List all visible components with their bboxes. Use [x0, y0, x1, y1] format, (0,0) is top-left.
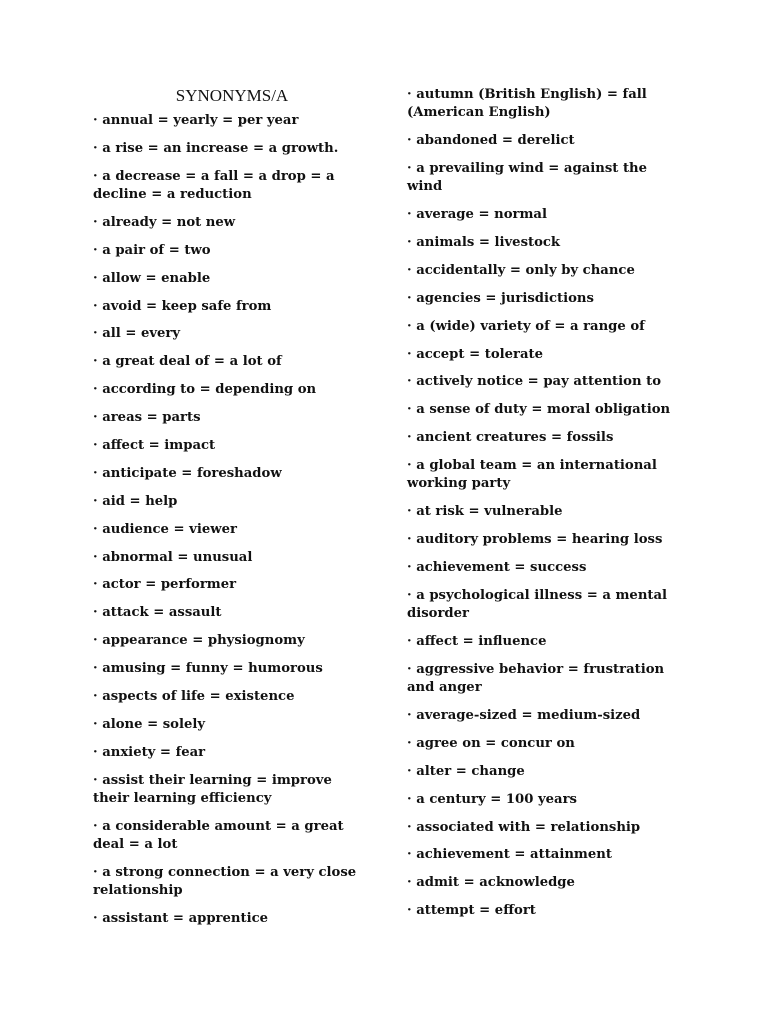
synonym-entry: · alone = solely	[93, 716, 371, 734]
synonym-entry: · a century = 100 years	[407, 791, 675, 809]
right-synonym-list	[407, 86, 675, 920]
synonym-entry: · agree on = concur on	[407, 735, 675, 753]
page-title: SYNONYMS/A	[175, 86, 289, 105]
left-synonym-list	[93, 112, 371, 928]
synonym-entry: · assist their learning = improve their learning efficiency	[93, 772, 371, 808]
synonym-entry: · annual = yearly = per year	[93, 112, 371, 130]
synonym-entry: · according to = depending on	[93, 381, 371, 399]
synonym-entry: · attempt = effort	[407, 902, 675, 920]
synonym-entry: · a sense of duty = moral obligation	[407, 401, 675, 419]
synonym-entry: · accidentally = only by chance	[407, 262, 675, 280]
synonym-entry: · avoid = keep safe from	[93, 298, 371, 316]
synonym-entry: · a (wide) variety of = a range of	[407, 318, 675, 336]
synonym-entry: · auditory problems = hearing loss	[407, 531, 675, 549]
synonym-entry: · a pair of = two	[93, 242, 371, 260]
synonym-entry: · at risk = vulnerable	[407, 503, 675, 521]
left-column	[93, 86, 371, 938]
synonym-entry: · a prevailing wind = against the wind	[407, 160, 675, 196]
synonym-entry: · a decrease = a fall = a drop = a decline = a reduction	[93, 168, 371, 204]
synonym-entry: · a strong connection = a very close relationship	[93, 864, 371, 900]
right-column	[407, 86, 675, 930]
synonym-entry: · attack = assault	[93, 604, 371, 622]
synonym-entry: · affect = influence	[407, 633, 675, 651]
synonym-entry: · actively notice = pay attention to	[407, 373, 675, 391]
synonym-entry: · affect = impact	[93, 437, 371, 455]
synonym-entry: · autumn (British English) = fall (American English)	[407, 86, 675, 122]
synonym-entry: · admit = acknowledge	[407, 874, 675, 892]
synonym-entry: · actor = performer	[93, 576, 371, 594]
synonym-entry: · areas = parts	[93, 409, 371, 427]
synonym-entry: · aggressive behavior = frustration and anger	[407, 661, 675, 697]
synonym-entry: · amusing = funny = humorous	[93, 660, 371, 678]
synonym-entry: · animals = livestock	[407, 234, 675, 252]
synonym-entry: · associated with = relationship	[407, 819, 675, 837]
synonym-entry: · a great deal of = a lot of	[93, 353, 371, 371]
synonym-entry: · audience = viewer	[93, 521, 371, 539]
synonym-entry: · a rise = an increase = a growth.	[93, 140, 371, 158]
synonym-entry: · allow = enable	[93, 270, 371, 288]
synonym-entry: · ancient creatures = fossils	[407, 429, 675, 447]
synonym-entry: · appearance = physiognomy	[93, 632, 371, 650]
synonym-entry: · average-sized = medium-sized	[407, 707, 675, 725]
synonym-entry: · already = not new	[93, 214, 371, 232]
synonym-entry: · accept = tolerate	[407, 346, 675, 364]
synonym-entry: · aspects of life = existence	[93, 688, 371, 706]
synonym-entry: · agencies = jurisdictions	[407, 290, 675, 308]
synonym-entry: · assistant = apprentice	[93, 910, 371, 928]
synonym-entry: · anticipate = foreshadow	[93, 465, 371, 483]
synonym-entry: · achievement = success	[407, 559, 675, 577]
synonym-entry: · average = normal	[407, 206, 675, 224]
synonym-entry: · a psychological illness = a mental disorder	[407, 587, 675, 623]
synonym-entry: · anxiety = fear	[93, 744, 371, 762]
synonym-entry: · abandoned = derelict	[407, 132, 675, 150]
synonym-entry: · aid = help	[93, 493, 371, 511]
synonym-entry: · abnormal = unusual	[93, 549, 371, 567]
synonym-entry: · a considerable amount = a great deal = a lot	[93, 818, 371, 854]
synonym-entry: · alter = change	[407, 763, 675, 781]
synonym-entry: · achievement = attainment	[407, 846, 675, 864]
synonym-entry: · all = every	[93, 325, 371, 343]
synonym-entry: · a global team = an international working party	[407, 457, 675, 493]
